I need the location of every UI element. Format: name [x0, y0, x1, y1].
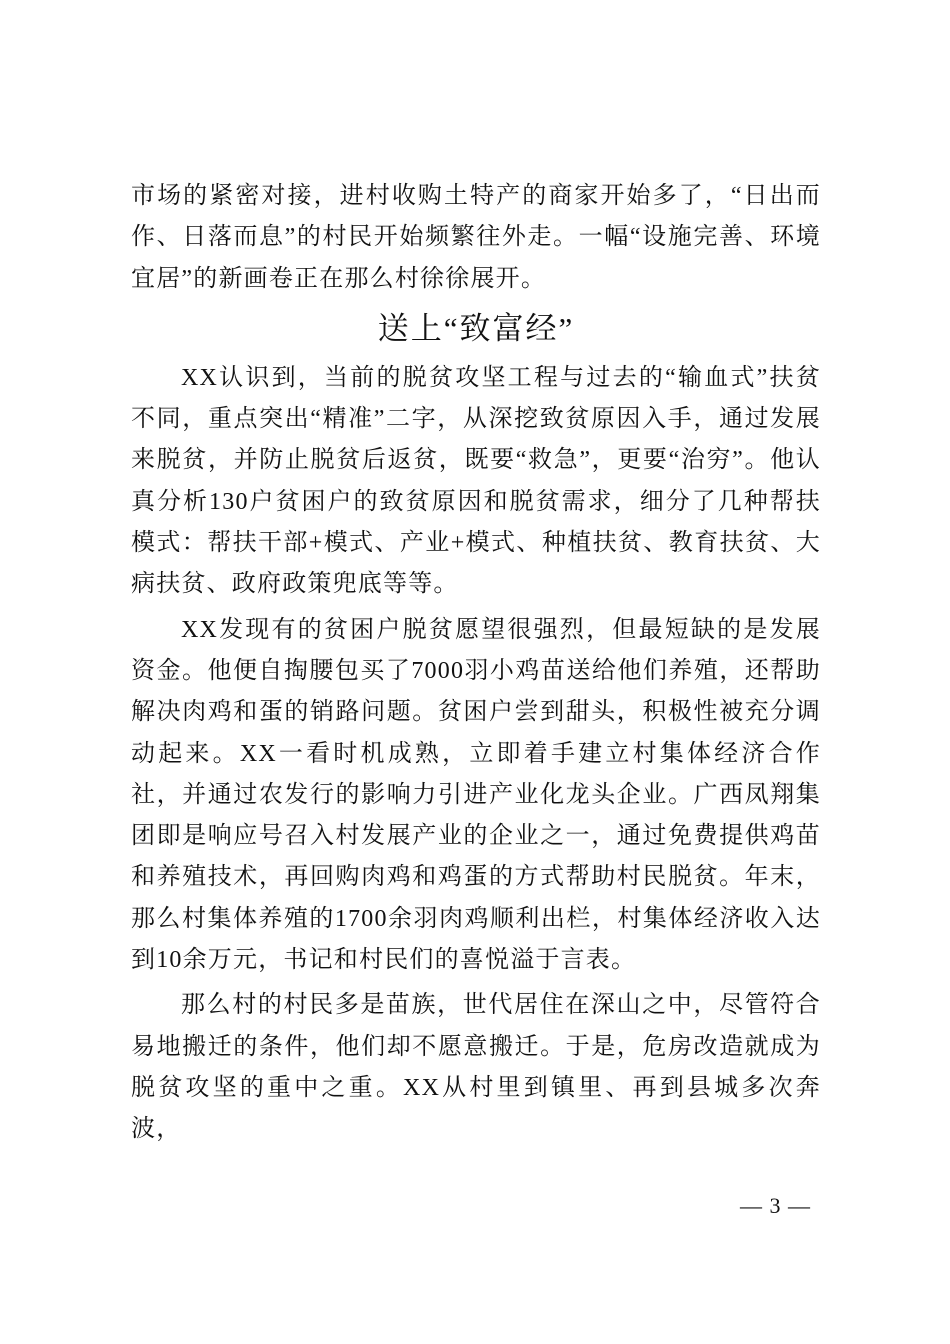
body-paragraph-2: XX发现有的贫困户脱贫愿望很强烈，但最短缺的是发展资金。他便自掏腰包买了7000羽小鸡苗送给他们养殖，还帮助解决肉鸡和蛋的销路问题。贫困户尝到甜头，积极性被充分调动起来。XX一看时机成熟，立即着手建立村集体经济合作社，并通过农发行的影响力引进产业化龙头企业。广西凤翔集团即是响应号召入村发展产业的企业之一，通过免费提供鸡苗和养殖技术，再回购肉鸡和鸡蛋的方式帮助村民脱贫。年末，那么村集体养殖的1700余羽肉鸡顺利出栏，村集体经济收入达到10余万元，书记和村民们的喜悦溢于言表。 — [131, 616, 821, 974]
body-paragraph-1: XX认识到，当前的脱贫攻坚工程与过去的“输血式”扶贫不同，重点突出“精准”二字，从深挖致贫原因入手，通过发展来脱贫，并防止脱贫后返贫，既要“救急”，更要“治穷”。他认真分析130户贫困户的致贫原因和脱贫需求，细分了几种帮扶模式：帮扶干部+模式、产业+模式、种植扶贫、教育扶贫、大病扶贫、政府政策兜底等等。 — [131, 364, 821, 598]
body-paragraph-3: 那么村的村民多是苗族，世代居住在深山之中，尽管符合易地搬迁的条件，他们却不愿意搬迁。于是，危房改造就成为脱贫攻坚的重中之重。XX从村里到镇里、再到县城多次奔波， — [131, 992, 821, 1143]
page-number: — 3 — — [740, 1193, 811, 1218]
document-body — [131, 176, 821, 1151]
section-heading: 送上“致富经” — [377, 310, 575, 346]
continuation-paragraph: 市场的紧密对接，进村收购土特产的商家开始多了，“日出而作、日落而息”的村民开始频繁往外走。一幅“设施完善、环境宜居”的新画卷正在那么村徐徐展开。 — [131, 183, 821, 292]
